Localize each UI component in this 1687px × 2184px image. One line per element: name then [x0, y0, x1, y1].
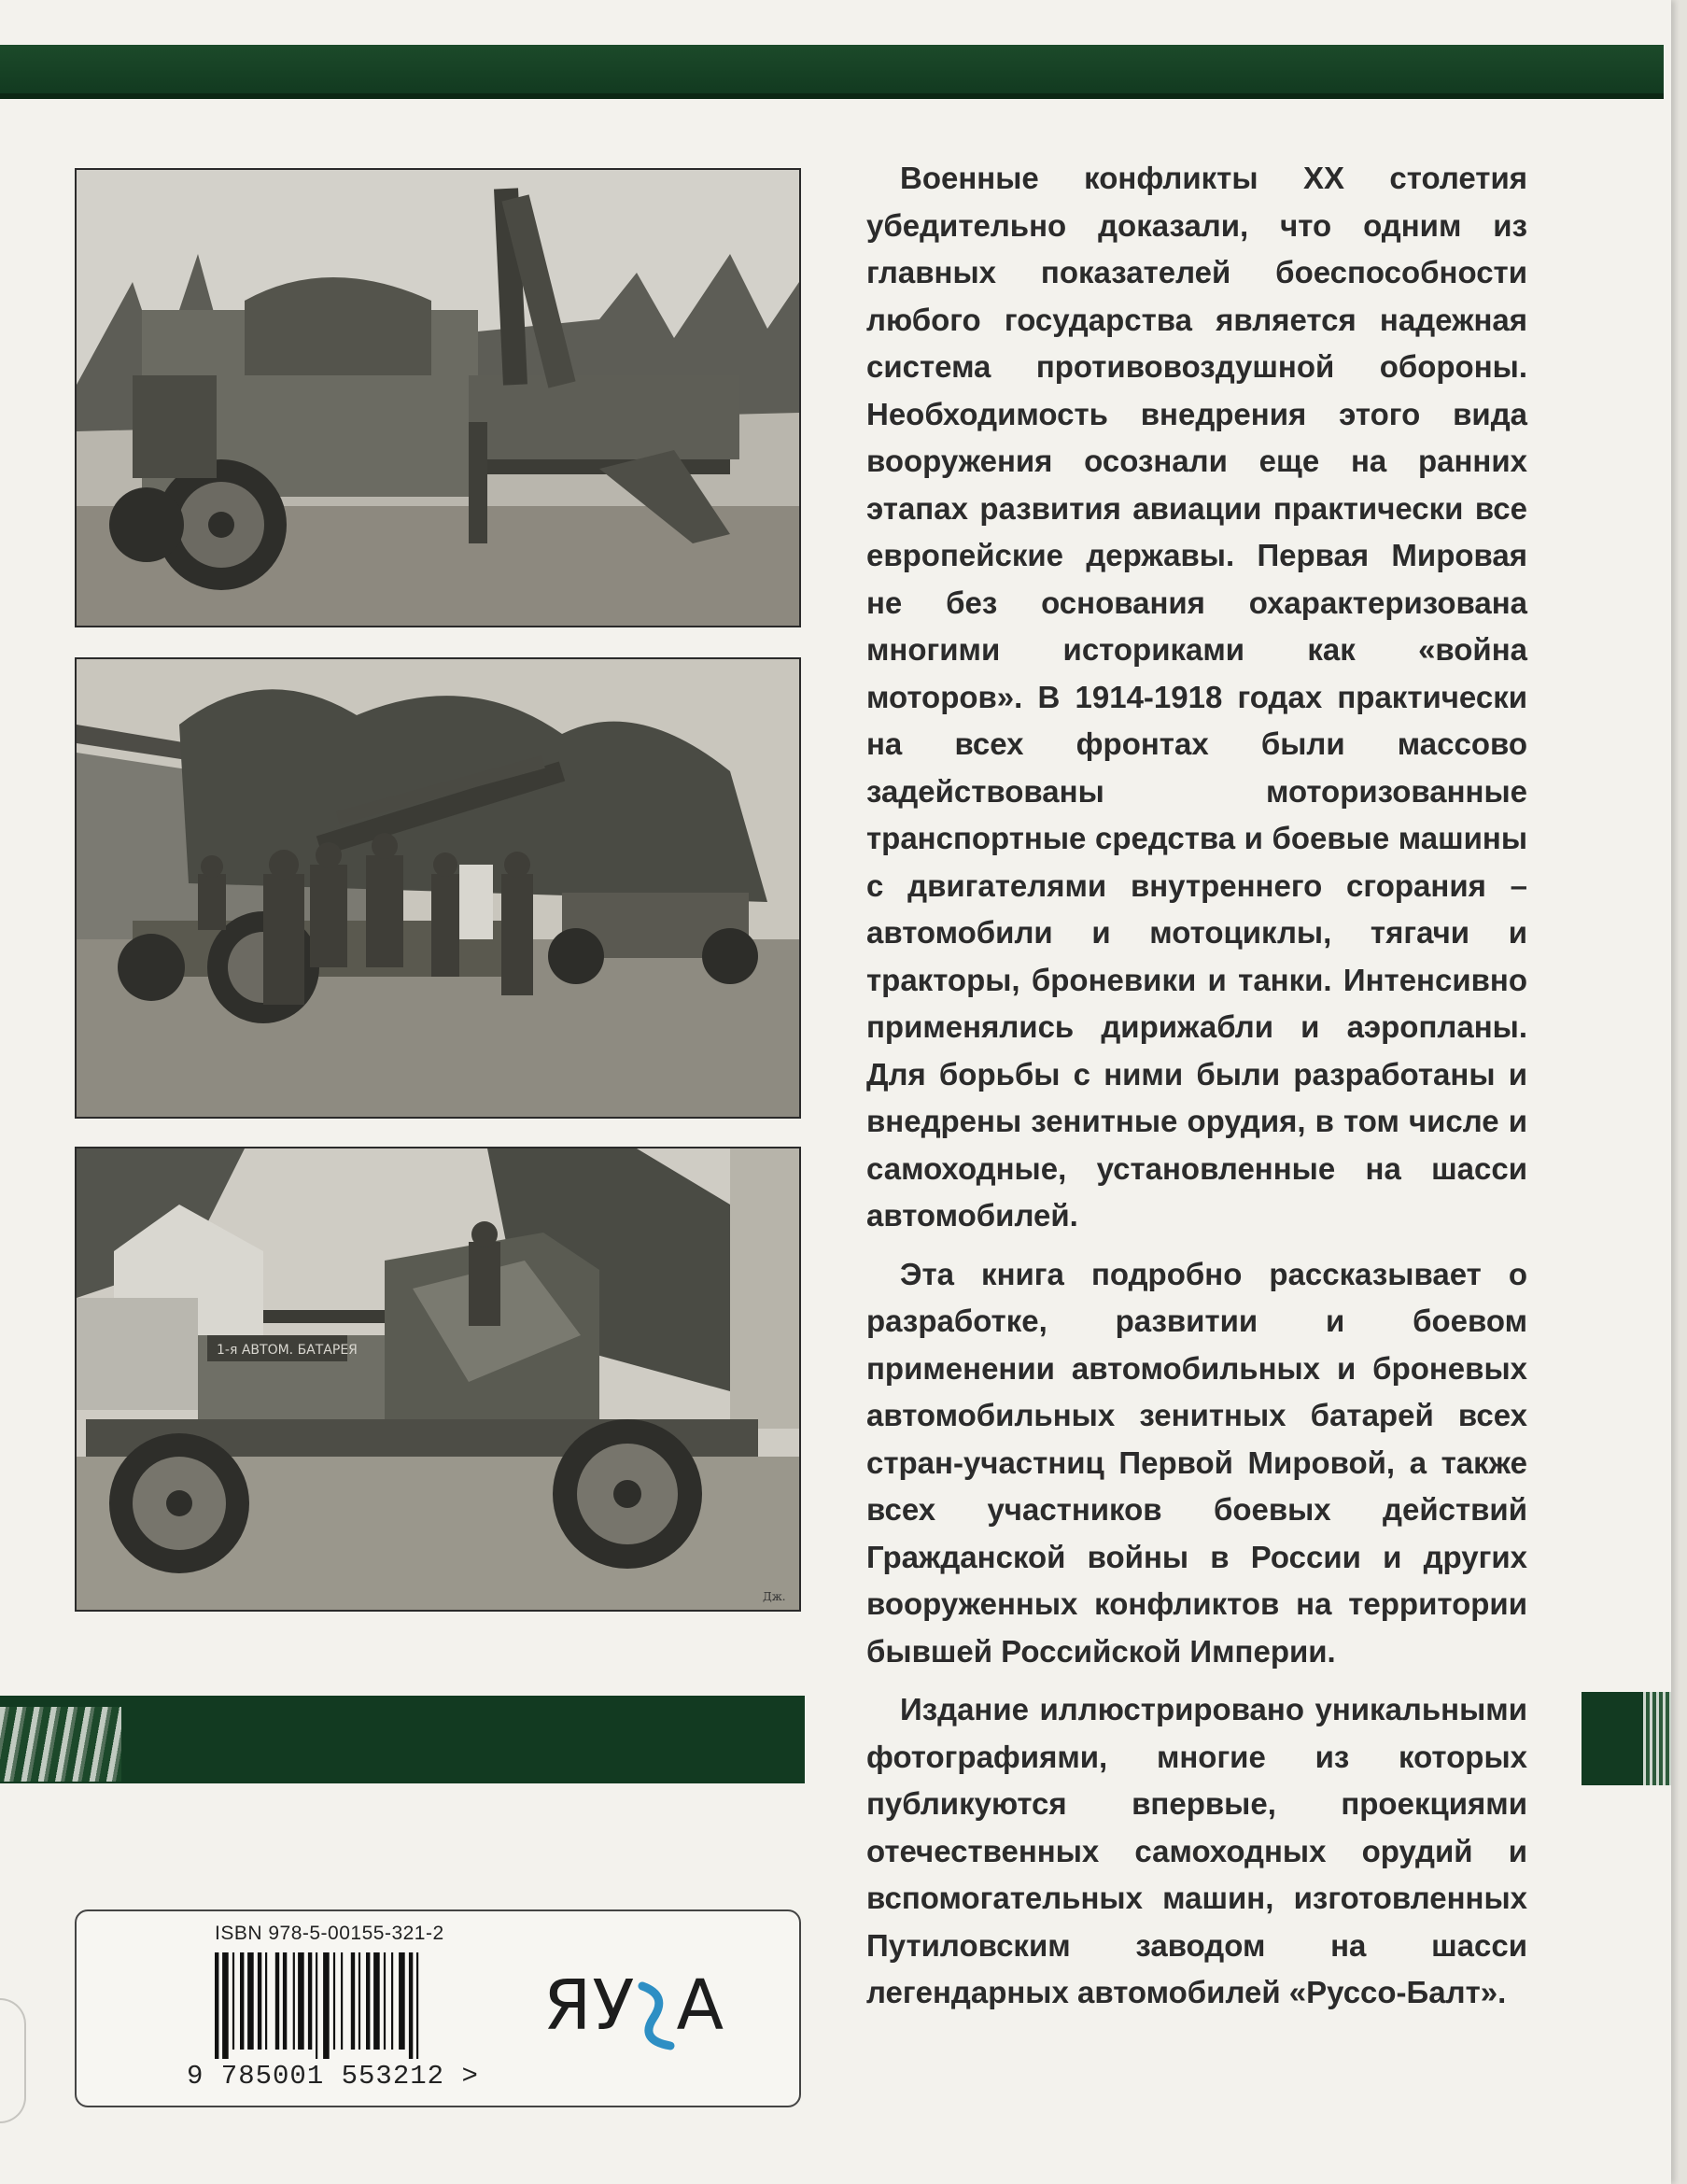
barcode: [213, 1952, 512, 2059]
middle-band-reflection: [0, 1707, 121, 1782]
photo-camouflaged-aa-vehicle: [75, 1147, 801, 1612]
photo-aa-gun-crew-image: [77, 659, 799, 1117]
annotation-paragraph-2: Эта книга подробно рассказывает о разработке, развитии и боевом применении автомобильных и броневых автомобильных зенитных батарей всех стран-участниц Первой Мировой, а также всех участников боевых действий Гражданской войны в России и других вооруженных конфликтов на территории бывшей Российской Империи.: [866, 1256, 1527, 1669]
sticker-residue: [0, 1998, 26, 2123]
annotation-text: [866, 155, 1527, 2028]
isbn-label: ISBN 978-5-00155-321-2: [215, 1923, 444, 1944]
photo-armored-aa-truck: [75, 168, 801, 627]
publisher-logo: [543, 1966, 758, 2051]
photo-aa-gun-crew: [75, 657, 801, 1119]
photo-camouflaged-aa-vehicle-image: [77, 1148, 799, 1610]
photo-armored-aa-truck-image: [77, 170, 799, 626]
top-band-shadow: [0, 93, 1664, 99]
isbn-box: [75, 1909, 801, 2107]
spine-tab-reflection: [1643, 1692, 1671, 1785]
photo-signature: Дж.: [763, 1590, 786, 1603]
vehicle-plate-text: 1-я АВТОМ. БАТАРЕЯ: [217, 1343, 358, 1358]
annotation-paragraph-1: Военные конфликты XX столетия убедительно доказали, что одним из главных показателей боеспособности любого государства является надежная система противовоздушной обороны. Необходимость внедрения этого вида вооружения осознали еще на ранних этапах развития авиации практически все европейские державы. Первая Мировая не без основания охарактеризована многими историками как «война моторов». В 1914-1918 годах практически на всех фронтах были массово задействованы моторизованные транспортные средства и боевые машины с двигателями внутреннего сгорания – автомобили и мотоциклы, тягачи и тракторы, броневики и танки. Интенсивно применялись дирижабли и аэропланы. Для борьбы с ними были разработаны и внедрены зенитные орудия, в том числе и самоходные, установленные на шасси автомобилей.: [866, 161, 1527, 1233]
annotation-paragraph-3: Издание иллюстрировано уникальными фотографиями, многие из которых публикуются впервые, проекциями отечественных самоходных орудий и вспомогательных машин, изготовленных Путиловским заводом на шасси легендарных автомобилей «Руссо-Балт».: [866, 1692, 1527, 2009]
publisher-logo-left: ЯУ: [543, 1966, 636, 2046]
publisher-wave-icon: [633, 1967, 680, 2057]
barcode-digits: 9 785001 553212 >: [187, 2061, 479, 2092]
publisher-logo-right: А: [676, 1966, 725, 2046]
top-green-band: [0, 45, 1664, 93]
